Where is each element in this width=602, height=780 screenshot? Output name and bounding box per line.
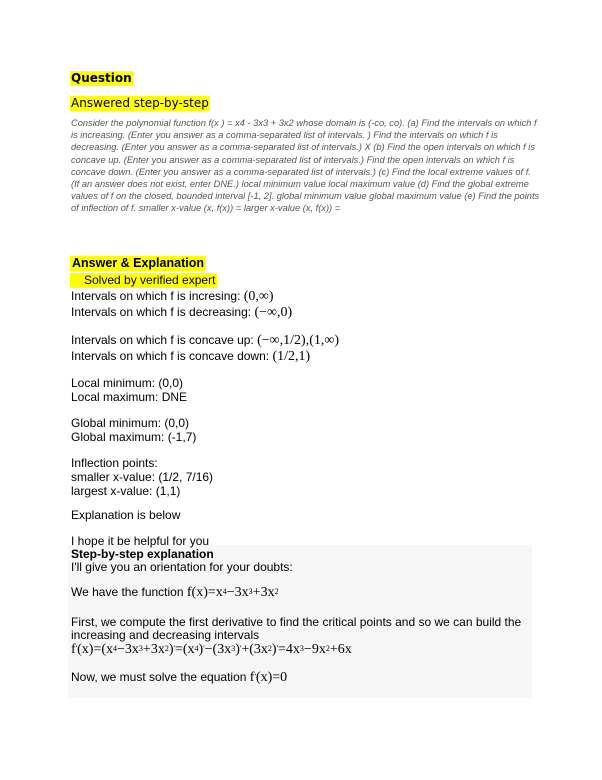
concave-up-line	[71, 333, 339, 348]
inflection-larger: largest x-value: (1,1)	[71, 484, 181, 498]
concave-down-label: Intervals on which f is concave down:	[71, 349, 270, 363]
decreasing-value: (−∞,0)	[254, 305, 293, 320]
function-formula: f(x)=x4−3x3+3x2	[186, 585, 279, 600]
solve-equation: f'(x)=0	[249, 670, 288, 685]
global-minimum: Global minimum: (0,0)	[71, 416, 190, 430]
solve-text: Now, we must solve the equation	[71, 670, 247, 684]
global-maximum: Global maximum: (-1,7)	[71, 430, 197, 444]
increasing-value: (0,∞)	[243, 289, 274, 304]
function-line	[71, 585, 279, 601]
solve-line	[71, 670, 287, 686]
concave-down-line	[71, 349, 310, 364]
answered-step-by-step-label: Answered step-by-step	[71, 96, 209, 110]
inflection-label: Inflection points:	[71, 456, 158, 470]
concave-up-value: (−∞,1/2),(1,∞)	[257, 333, 340, 348]
question-text: Consider the polynomial function f(x ) = x4 - 3x3 + 3x2 whose domain is (-co, co). (a) Find the intervals on which f is increasing. (Enter you answer as a comma-separated list of intervals. ) Find the intervals on which f is decreasing. (Enter you answer as a comma-separated list of intervals.) X (b) Find the open intervals on which f is concave up. (Enter you answer as a comma-separated list of intervals.) Find the open intervals on which f is concave down. (Enter you answer as a comma-separated list of intervals.) (c) Find the local extreme values of f. (If an answer does not exist, enter DNE.) local minimum value local maximum value (d) Find the global extreme values of f on the closed, bounded interval [-1, 2]. global minimum value global maximum value (e) Find the points of inflection of f. smaller x-value (x, f(x)) = larger x-value (x, f(x)) =	[71, 118, 540, 214]
hope-text: I hope it be helpful for you	[71, 534, 210, 548]
local-minimum: Local minimum: (0,0)	[71, 376, 184, 390]
inflection-smaller: smaller x-value: (1/2, 7/16)	[71, 470, 214, 484]
increasing-label: Intervals on which f is incresing:	[71, 289, 241, 303]
concave-up-label: Intervals on which f is concave up:	[71, 333, 254, 347]
first-derivative-text-1: First, we compute the first derivative to find the critical points and so we can build the	[71, 615, 522, 629]
decreasing-label: Intervals on which f is decreasing:	[71, 305, 252, 319]
explanation-below: Explanation is below	[71, 508, 181, 522]
step-by-step-heading: Step-by-step explanation	[71, 547, 214, 561]
orientation-text: I'll give you an orientation for your doubts:	[71, 560, 293, 574]
derivative-formula: f'(x)=(x4−3x3+3x2)'=(x4)'−(3x3)'+(3x2)'=4x3−9x2+6x	[71, 642, 352, 657]
local-maximum: Local maximum: DNE	[71, 390, 188, 404]
answer-heading: Answer & Explanation	[72, 256, 204, 270]
concave-down-value: (1/2,1)	[272, 349, 311, 364]
solved-by-expert-label: Solved by verified expert	[70, 273, 217, 288]
decreasing-line	[71, 305, 292, 320]
increasing-line	[71, 289, 274, 304]
function-intro: We have the function	[71, 585, 184, 599]
first-derivative-text-2: increasing and decreasing intervals	[71, 628, 260, 642]
question-label: Question	[71, 71, 132, 85]
